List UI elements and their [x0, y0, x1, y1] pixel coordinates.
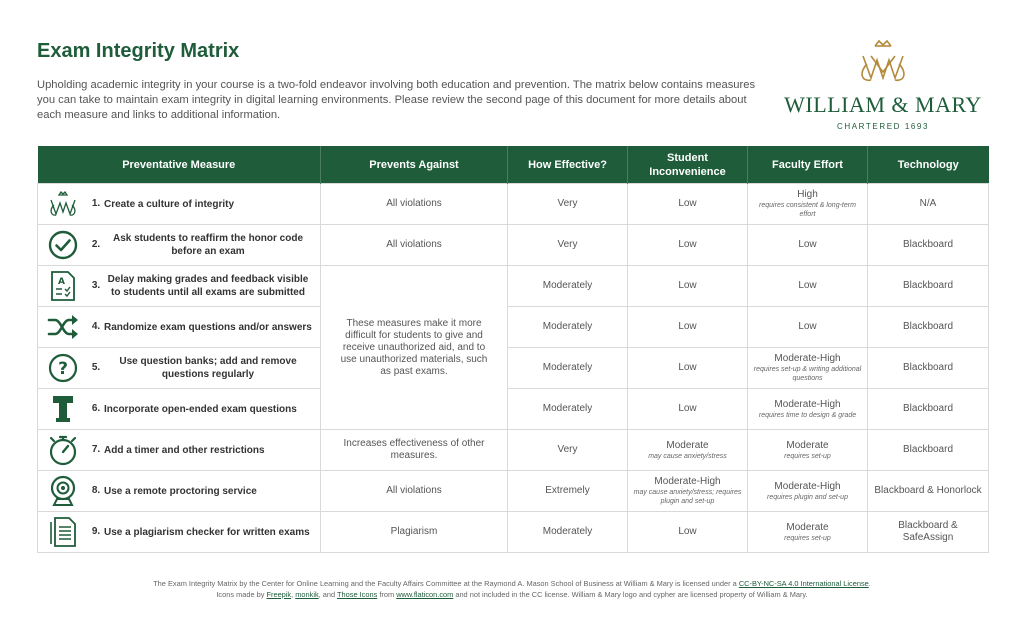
measure-text: Randomize exam questions and/or answers: [104, 321, 312, 333]
effort-value: Low: [798, 239, 817, 250]
measure-number: 2.: [91, 239, 101, 250]
effort-value: Moderate: [786, 439, 829, 451]
measure-cell: [38, 430, 321, 471]
table-row: [38, 430, 989, 471]
effective-cell: Moderately: [508, 266, 628, 307]
effort-note: requires set-up: [784, 452, 831, 460]
footer-sep: ,: [291, 590, 296, 599]
technology-cell: N/A: [868, 184, 989, 225]
prevents-cell: All violations: [321, 471, 508, 512]
table-row: [38, 471, 989, 512]
effective-cell: Moderately: [508, 348, 628, 389]
measure-text: Delay making grades and feedback visible to students until all exams are submitted: [107, 274, 309, 298]
measure-wrap: [42, 472, 316, 511]
text-t-icon: [46, 392, 80, 426]
effort-cell: [748, 348, 868, 389]
inconvenience-cell: [628, 389, 748, 430]
effective-cell: Extremely: [508, 471, 628, 512]
technology-cell: Blackboard: [868, 389, 989, 430]
measure-cell: [38, 225, 321, 266]
measure-number: 6.: [91, 403, 101, 414]
measure-number: 8.: [91, 485, 101, 496]
measure-text: Add a timer and other restrictions: [104, 444, 265, 456]
shuffle-icon: [46, 310, 80, 344]
question-circle-icon: [46, 351, 80, 385]
measure-number: 1.: [91, 198, 101, 209]
inconvenience-cell: [628, 430, 748, 471]
measure-number: 7.: [91, 444, 101, 455]
measure-cell: [38, 471, 321, 512]
effort-value: Moderate-High: [774, 353, 841, 364]
exam-integrity-table: [37, 146, 989, 553]
footer-line-1: [0, 578, 1024, 589]
table-row: [38, 307, 989, 348]
header-measure: Preventative Measure: [38, 146, 321, 184]
measure-wrap: [42, 431, 316, 470]
prevents-merged-cell: These measures make it more difficult for students to give and receive unauthorized aid, and to use unauthorized materials, such as past exams.: [321, 266, 508, 430]
measure-number: 3.: [91, 280, 101, 291]
effective-cell: Moderately: [508, 389, 628, 430]
measure-number: 9.: [91, 526, 101, 537]
measure-wrap: [42, 390, 316, 429]
effective-cell: Very: [508, 225, 628, 266]
measure-text: Use a plagiarism checker for written exams: [104, 526, 310, 538]
technology-cell: Blackboard: [868, 266, 989, 307]
prevents-cell: Plagiarism: [321, 512, 508, 553]
intro-paragraph: Upholding academic integrity in your course is a two-fold endeavor involving both education and prevention. The matrix below contains measures you can take to maintain exam integrity in digital learning environments. Please review the second page of this document for more details about each measure and links to additional information.: [37, 79, 756, 121]
footer-from: from: [377, 590, 397, 599]
table-row: [38, 184, 989, 225]
effort-value: Low: [798, 280, 817, 291]
svg-text:?: ?: [58, 359, 68, 379]
effective-cell: Moderately: [508, 307, 628, 348]
inconvenience-value: Low: [678, 403, 697, 414]
effort-cell: [748, 512, 868, 553]
inconvenience-value: Low: [678, 280, 697, 291]
inconvenience-cell: [628, 348, 748, 389]
technology-cell: Blackboard & Honorlock: [868, 471, 989, 512]
inconvenience-value: Low: [678, 321, 697, 332]
footer-license-text: The Exam Integrity Matrix by the Center for Online Learning and the Faculty Affairs Committee at the Raymond A. Mason School of Business at William & Mary is licensed under a: [153, 579, 739, 588]
logo-chartered: CHARTERED 1693: [836, 122, 930, 131]
william-mary-logo: [778, 38, 988, 134]
effective-cell: Moderately: [508, 512, 628, 553]
effort-cell: [748, 266, 868, 307]
prevents-cell: All violations: [321, 225, 508, 266]
cypher-logo-icon: [853, 38, 913, 86]
inconvenience-cell: [628, 512, 748, 553]
technology-cell: Blackboard: [868, 225, 989, 266]
measure-wrap: [42, 349, 316, 388]
effective-cell: Very: [508, 184, 628, 225]
measure-text: Incorporate open-ended exam questions: [104, 403, 297, 415]
table-row: [38, 266, 989, 307]
license-link[interactable]: CC-BY-NC-SA 4.0 International License: [738, 579, 869, 588]
measure-wrap: [42, 513, 316, 552]
inconvenience-value: Moderate: [666, 439, 709, 451]
inconvenience-cell: [628, 471, 748, 512]
effort-value: Low: [798, 321, 817, 332]
prevents-cell: Increases effectiveness of other measures.: [321, 430, 508, 471]
table-row: [38, 512, 989, 553]
technology-cell: Blackboard: [868, 307, 989, 348]
documents-icon: [46, 515, 80, 549]
footer-period: .: [868, 579, 871, 588]
header-technology: Technology: [868, 146, 989, 184]
inconvenience-cell: [628, 225, 748, 266]
measure-number: 5.: [91, 362, 101, 373]
checkmark-circle-icon: [46, 228, 80, 262]
inconvenience-note: may cause anxiety/stress: [648, 452, 727, 460]
effort-note: requires set-up & writing additional questions: [753, 366, 862, 382]
page-title: Exam Integrity Matrix: [37, 40, 240, 62]
header-prevents: Prevents Against: [321, 146, 508, 184]
measure-cell: [38, 348, 321, 389]
grade-document-icon: [46, 269, 80, 303]
measure-wrap: [42, 308, 316, 347]
measure-cell: [38, 307, 321, 348]
technology-cell: Blackboard & SafeAssign: [868, 512, 989, 553]
freepik-link[interactable]: Freepik: [266, 590, 292, 599]
technology-cell: Blackboard: [868, 430, 989, 471]
measure-cell: [38, 389, 321, 430]
table-row: [38, 389, 989, 430]
inconvenience-value: Moderate-High: [654, 476, 721, 487]
effort-cell: [748, 225, 868, 266]
header-effective: How Effective?: [508, 146, 628, 184]
inconvenience-value: Low: [678, 362, 697, 373]
effort-note: requires plugin and set-up: [767, 493, 848, 501]
measure-cell: [38, 512, 321, 553]
inconvenience-cell: [628, 307, 748, 348]
effort-value: Moderate-High: [774, 398, 841, 410]
effort-cell: [748, 471, 868, 512]
effort-value: Moderate-High: [774, 480, 841, 492]
measure-wrap: [42, 267, 316, 306]
flaticon-link[interactable]: www.flaticon.com: [396, 590, 454, 599]
monkik-link[interactable]: monkik: [295, 590, 319, 599]
footer-icons-text: Icons made by: [216, 590, 267, 599]
effort-cell: [748, 184, 868, 225]
svg-text:A: A: [58, 277, 65, 287]
measure-wrap: [42, 226, 316, 265]
effort-value: Moderate: [786, 521, 829, 533]
effective-cell: Very: [508, 430, 628, 471]
effort-note: requires set-up: [784, 534, 831, 542]
inconvenience-value: Low: [678, 198, 697, 209]
prevents-cell: All violations: [321, 184, 508, 225]
effort-cell: [748, 389, 868, 430]
inconvenience-note: may cause anxiety/stress; requires plugin and set-up: [633, 489, 742, 505]
those-icons-link[interactable]: Those Icons: [337, 590, 378, 599]
stopwatch-icon: [46, 433, 80, 467]
inconvenience-cell: [628, 266, 748, 307]
table-row: [38, 348, 989, 389]
footer-sep: , and: [318, 590, 338, 599]
header-inconvenience: Student Inconvenience: [628, 146, 748, 184]
measure-wrap: [42, 185, 316, 224]
technology-cell: Blackboard: [868, 348, 989, 389]
table-header-row: [38, 146, 989, 184]
footer: [0, 578, 1024, 600]
measure-text: Use question banks; add and remove questions regularly: [119, 356, 297, 380]
measure-text: Use a remote proctoring service: [104, 485, 257, 497]
inconvenience-value: Low: [678, 239, 697, 250]
footer-rights-text: and not included in the CC license. William & Mary logo and cypher are licensed property of William & Mary.: [453, 590, 808, 599]
table-row: [38, 225, 989, 266]
header-effort: Faculty Effort: [748, 146, 868, 184]
inconvenience-value: Low: [678, 526, 697, 537]
measure-cell: [38, 184, 321, 225]
measure-text: Create a culture of integrity: [104, 198, 235, 210]
measure-number: 4.: [91, 321, 101, 332]
webcam-icon: [46, 474, 80, 508]
effort-note: requires time to design & grade: [758, 411, 857, 419]
effort-cell: [748, 307, 868, 348]
effort-cell: [748, 430, 868, 471]
effort-value: High: [797, 189, 818, 200]
effort-note: requires consistent & long-term effort: [759, 202, 856, 218]
logo-wordmark: WILLIAM & MARY: [784, 92, 982, 117]
cypher-icon: [46, 187, 80, 221]
inconvenience-cell: [628, 184, 748, 225]
footer-line-2: [0, 589, 1024, 600]
measure-text: Ask students to reaffirm the honor code before an exam: [112, 233, 304, 257]
measure-cell: [38, 266, 321, 307]
